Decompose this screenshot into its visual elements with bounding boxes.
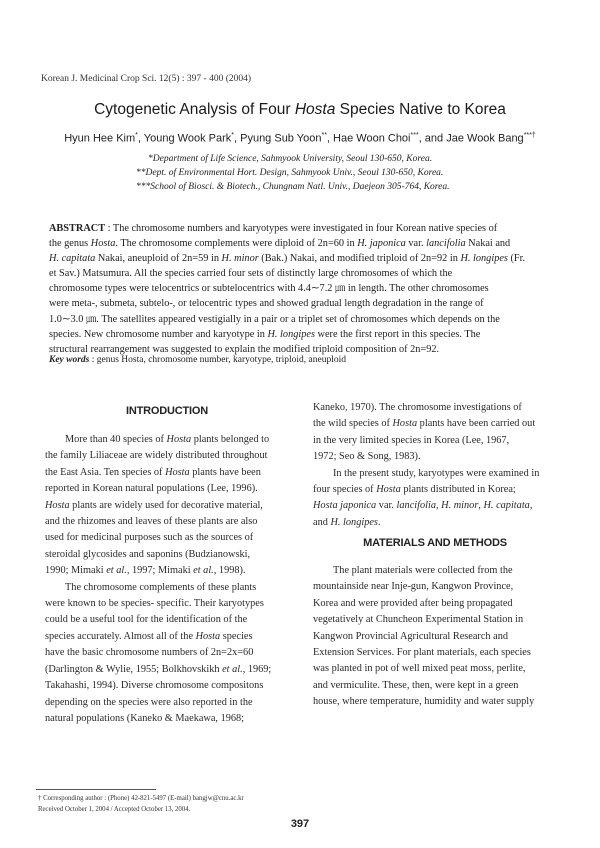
author-affiliation-mark: **	[321, 132, 327, 139]
abstract-line: et Sav.) Matsumura. All the species carried four sets of distinctly large chromosomes of which the	[49, 268, 453, 280]
author-affiliation-mark: ***	[410, 132, 419, 139]
author-affiliation-mark: *	[135, 132, 138, 139]
abstract-line: : The chromosome numbers and karyotypes were investigated in four Korean native species of	[105, 223, 498, 234]
abstract-line: structural rearrangement was suggested to explain the modified triploid composition of 2n=92.	[49, 343, 440, 355]
introduction-continued-line: the wild species of Hosta plants have been carried out	[313, 418, 536, 430]
author-list: Hyun Hee Kim*, Young Wook Park*, Pyung Sub Yoon**, Hae Woon Choi***, and Jae Wook Bang***†	[64, 132, 536, 145]
abstract-line: species. New chromosome number and karyotype in H. longipes were the first report in this species. The	[49, 328, 481, 340]
materials-methods-line: The plant materials were collected from the	[333, 565, 513, 576]
introduction-continued-line: and H. longipes.	[313, 516, 381, 528]
author-name: Pyung Sub Yoon	[240, 132, 322, 145]
journal-citation: Korean J. Medicinal Crop Sci. 12(5) : 397 - 400 (2004)	[41, 74, 252, 84]
introduction-line: could be a useful tool for the identification of the	[45, 614, 248, 626]
author-name: Hyun Hee Kim	[64, 132, 136, 145]
introduction-line: and the rhizomes and leaves of these plants are also	[45, 516, 258, 528]
affiliation-3: ***School of Biosci. & Biotech., Chungnam Natl. Univ., Daejeon 305-764, Korea.	[136, 182, 450, 192]
introduction-continued-line: four species of Hosta plants distributed in Korea;	[313, 484, 516, 496]
introduction-continued-line: in the very limited species in Korea (Lee, 1967,	[313, 434, 510, 446]
materials-methods-line: house, where temperature, humidity and water supply	[313, 696, 535, 708]
introduction-continued-line: Kaneko, 1970). The chromosome investigations of	[313, 402, 522, 413]
materials-methods-line: Extension Services. For plant materials, each species	[313, 647, 531, 659]
materials-methods-line: mountainside near Inje-gun, Kangwon Province,	[313, 581, 514, 593]
left-column-text	[45, 432, 289, 727]
materials-methods-line: Kangwon Provincial Agricultural Research and	[313, 630, 509, 642]
author-name: Hae Woon Choi	[333, 132, 411, 145]
abstract-line: were meta-, submeta, subtelo-, or telocentric types and showed gradual length degradation in the range of	[49, 298, 484, 310]
section-heading-introduction: INTRODUCTION	[126, 405, 208, 417]
introduction-line: More than 40 species of Hosta plants belonged to	[65, 434, 270, 445]
introduction-continued-line: Hosta japonica var. lancifolia, H. minor, H. capitata,	[313, 500, 533, 512]
introduction-line: the family Liliaceae are widely distributed throughout	[45, 450, 268, 462]
introduction-continued-line: In the present study, karyotypes were examined in	[333, 467, 540, 479]
materials-methods-line: vegetatively at Chuncheon Experimental Station in	[313, 614, 524, 626]
introduction-line: Hosta plants are widely used for decorative material,	[45, 499, 263, 511]
introduction-line: species accurately. Almost all of the Hosta species	[45, 630, 253, 642]
affiliation-2: **Dept. of Environmental Hort. Design, Sahmyook Univ., Seoul 130-650, Korea.	[136, 168, 444, 178]
abstract	[49, 221, 557, 357]
footnote-received-date: Received October 1, 2004 / Accepted October 13, 2004.	[38, 806, 191, 813]
abstract-line: chromosome types were telocentrics or subtelocentrics with 4.4∼7.2 ㎛ in length. The other chromosomes	[49, 283, 489, 295]
introduction-line: steroidal glycosides and saponins (Budzianowski,	[45, 548, 251, 560]
introduction-line: the East Asia. Ten species of Hosta plants have been	[45, 466, 261, 478]
introduction-line: reported in Korean natural populations (Lee, 1996).	[45, 483, 258, 495]
footnote-corresponding-author: † Corresponding author : (Phone) 42-821-5497 (E-mail) bangjw@cnu.ac.kr	[38, 795, 244, 802]
right-column-text-bottom	[313, 563, 557, 711]
introduction-line: have the basic chromosome numbers of 2n=2x=60	[45, 647, 254, 659]
paper-title: Cytogenetic Analysis of Four Hosta Species Native to Korea	[94, 101, 506, 118]
materials-methods-line: Korea and were provided after being propagated	[313, 597, 513, 609]
introduction-line: natural populations (Kaneko & Maekawa, 1968;	[45, 712, 245, 724]
page-number: 397	[290, 818, 310, 830]
abstract-line: the genus Hosta. The chromosome complements were diploid of 2n=60 in H. japonica var. lancifolia Nakai and	[49, 238, 511, 250]
section-heading-materials-methods: MATERIALS AND METHODS	[363, 537, 507, 549]
introduction-line: were known to be species- specific. Their karyotypes	[45, 598, 264, 610]
introduction-line: (Darlington & Wylie, 1955; Bolkhovskikh et al., 1969;	[45, 663, 272, 675]
right-column-text-top	[313, 400, 557, 531]
footnote-divider	[36, 789, 156, 790]
affiliation-1: *Department of Life Science, Sahmyook University, Seoul 130-650, Korea.	[148, 154, 433, 164]
abstract-label: ABSTRACT	[49, 223, 106, 234]
author-name: Young Wook Park	[143, 132, 232, 145]
introduction-continued-line: 1972; Seo & Song, 1983).	[313, 451, 421, 463]
author-name: Jae Wook Bang	[446, 132, 524, 145]
introduction-line: depending on the species were also reported in the	[45, 696, 253, 708]
materials-methods-line: and vermiculite. These, then, were kept in a green	[313, 679, 519, 691]
materials-methods-line: was planted in pot of well mixed peat moss, perlite,	[313, 663, 526, 675]
abstract-line: H. capitata Nakai, aneuploid of 2n=59 in H. minor (Bak.) Nakai, and modified triploid of 2n=92 in H. longipes (Fr.	[49, 253, 526, 265]
introduction-line: used for medicinal purposes such as the sources of	[45, 532, 254, 544]
keywords: Key words : genus Hosta, chromosome number, karyotype, triploid, aneuploid	[49, 355, 346, 365]
introduction-line: Takahashi, 1994). Diverse chromosome compositons	[45, 680, 264, 692]
author-affiliation-mark: *	[231, 132, 234, 139]
abstract-line: 1.0∼3.0 ㎛. The satellites appeared vestigially in a pair or a triplet set of chromosomes which depends on the	[49, 313, 500, 325]
introduction-line: The chromosome complements of these plants	[65, 581, 257, 593]
author-affiliation-mark: ***†	[523, 132, 536, 139]
introduction-line: 1990; Mimaki et al., 1997; Mimaki et al., 1998).	[45, 565, 246, 577]
